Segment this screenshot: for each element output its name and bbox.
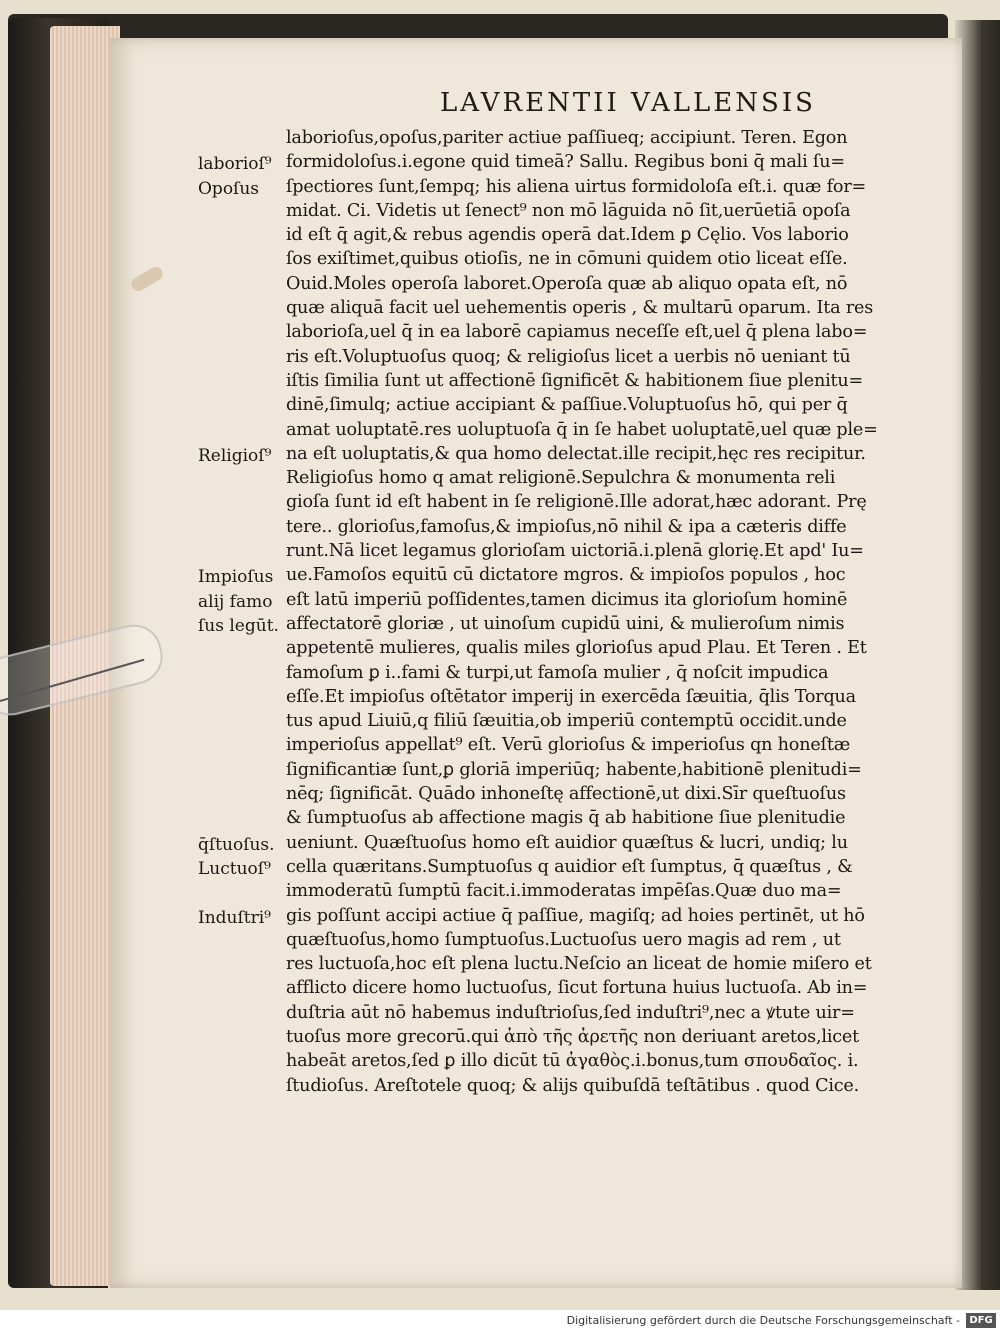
text-line: & ſumptuoſus ab affectione magis q̄ ab habitione ſiue plenitudie [286, 808, 846, 829]
text-line: tuoſus more grecorū.qui ἀπὸ τῆς ἀρετῆς non deriuant aretos,licet [286, 1026, 859, 1047]
text-line: cella quæritans.Sumptuoſus q auidior eſt ſumptus, q̄ quæſtus , & [286, 856, 853, 877]
dfg-logo-icon: DFG [966, 1313, 996, 1328]
text-line: midat. Ci. Videtis ut ſenect⁹ non mō lāguida nō ſit,uerūetiā opoſa [286, 200, 851, 221]
text-line: eſſe.Et impioſus oſtētator imperij in exercēda ſæuitia, q̄lis Torqua [286, 686, 856, 707]
running-title: LAVRENTII VALLENSIS [440, 88, 816, 118]
text-line: tere.. glorioſus,famoſus,& impioſus,nō nihil & ipa a cæteris diffe [286, 516, 847, 537]
text-line: ſos exiſtimet,quibus otioſis, ne in cōmuni quidem otio liceat eſſe. [286, 249, 848, 270]
text-line: ris eſt.Voluptuoſus quoq; & religioſus licet a uerbis nō ueniant tū [286, 346, 851, 367]
text-line: nēq; ſignificāt. Quādo inhoneſtę affectionē,ut dixi.Sīr queſtuoſus [286, 784, 846, 805]
margin-note: Religioſ⁹ [198, 445, 272, 466]
text-line: na eſt uoluptatis,& qua homo delectat.ille recipit,hęc res recipitur. [286, 443, 866, 464]
text-line: formidoloſus.i.egone quid timeā? Sallu. Regibus boni q̄ mali ſu= [286, 152, 845, 173]
text-line: imperioſus appellat⁹ eſt. Verū glorioſus & imperioſus qn honeſtæ [286, 735, 851, 756]
footer-bar [0, 1310, 1000, 1332]
text-line: immoderatū ſumptū facit.i.immoderatas impēſas.Quæ duo ma= [286, 881, 842, 902]
text-line: ſtudioſus. Areſtotele quoq; & alijs quibuſdā teſtātibus . quod Cice. [286, 1075, 860, 1096]
margin-note: q̄ſtuoſus. [198, 834, 275, 855]
text-line: dinē,ſimulq; actiue accipiant & paſſiue.Voluptuoſus hō, qui per q̄ [286, 395, 848, 416]
margin-note: Induſtri⁹ [198, 907, 271, 928]
text-line: gioſa ſunt id eſt habent in ſe religionē.Ille adorat,hæc adorant. Prę [286, 492, 867, 513]
margin-note: ſus legūt. [198, 616, 279, 636]
text-line: habeāt aretos,ſed ꝑ illo dicūt tū ἀγαθὸς.i.bonus,tum σπουδαῖος. i. [286, 1051, 859, 1072]
text-line: iſtis ſimilia ſunt ut affectionē ſignificēt & habitionem ſiue plenitu= [286, 370, 864, 391]
text-line: ſignificantiæ ſunt,ꝑ gloriā imperiūq; habente,habitionē plenitudi= [286, 759, 862, 780]
text-line: Religioſus homo q amat religionē.Sepulchra & monumenta reli [286, 468, 836, 489]
text-line: eſt latū imperiū poſſidentes,tamen dicimus ita glorioſum hominē [286, 589, 848, 610]
margin-note: Impioſus [198, 567, 274, 588]
text-line: quæſtuoſus,homo ſumptuoſus.Luctuoſus uero magis ad rem , ut [286, 929, 841, 950]
text-line: Ouid.Moles operoſa laboret.Operoſa quæ ab aliquo opata eſt, nō [286, 273, 848, 294]
text-line: amat uoluptatē.res uoluptuoſa q̄ in ſe habet uoluptatē,uel quæ ple= [286, 419, 878, 440]
text-line: id eſt q̄ agit,& rebus agendis operā dat.Idem ꝑ Cęlio. Vos laborio [286, 225, 849, 246]
text-line: duſtria aūt nō habemus induſtrioſus,ſed induſtri⁹,nec a ꝟtute uir= [286, 1002, 855, 1023]
text-line: afflicto dicere homo luctuoſus, ſicut fortuna huius luctuoſa. Ab in= [286, 978, 868, 999]
text-line: laborioſus,opoſus,pariter actiue paſſiueq; accipiunt. Teren. Egon [286, 128, 848, 148]
footer-credit: Digitalisierung gefördert durch die Deutsche Forschungsgemeinschaft - [566, 1314, 960, 1327]
text-line: appetentē mulieres, qualis miles glorioſus apud Plau. Et Teren . Et [286, 638, 867, 659]
margin-note: alij famo [198, 591, 273, 612]
text-line: ſpectiores ſunt,ſempq; his aliena uirtus formidoloſa eſt.i. quæ for= [286, 176, 867, 197]
text-line: affectatorē gloriæ , ut uinoſum cupidū uini, & mulieroſum nimis [286, 613, 845, 634]
text-line: quæ aliquā facit uel uehementis operis , & multarū oparum. Ita res [286, 298, 874, 319]
text-line: ueniunt. Quæſtuoſus homo eſt auidior quæſtus & lucri, undiq; lu [286, 832, 848, 853]
margin-note: laborioſ⁹ [198, 154, 272, 175]
text-line: res luctuoſa,hoc eſt plena luctu.Neſcio an liceat de homie miſero et [286, 954, 872, 975]
text-line: ue.Famoſos equitū cū dictatore mgros. & impioſos populos , hoc [286, 565, 846, 586]
text-line: laborioſa,uel q̄ in ea laborē capiamus neceſſe eſt,uel q̄ plena labo= [286, 322, 868, 343]
text-line: gis poſſunt accipi actiue q̄ paſſiue, magiſq; ad hoies pertinēt, ut hō [286, 905, 865, 926]
margin-note: Opoſus [198, 178, 260, 199]
text-line: tus apud Liuiū,q filiū ſæuitia,ob imperiū contemptū occidit.unde [286, 711, 847, 732]
text-line: famoſum ꝑ i..fami & turpi,ut famoſa mulier , q̄ noſcit impudica [286, 662, 829, 683]
margin-note: Luctuoſ⁹ [198, 859, 271, 879]
body-text [286, 126, 931, 1098]
text-line: runt.Nā licet legamus glorioſam uictoriā.i.plenā glorię.Et apd' Iu= [286, 541, 864, 562]
